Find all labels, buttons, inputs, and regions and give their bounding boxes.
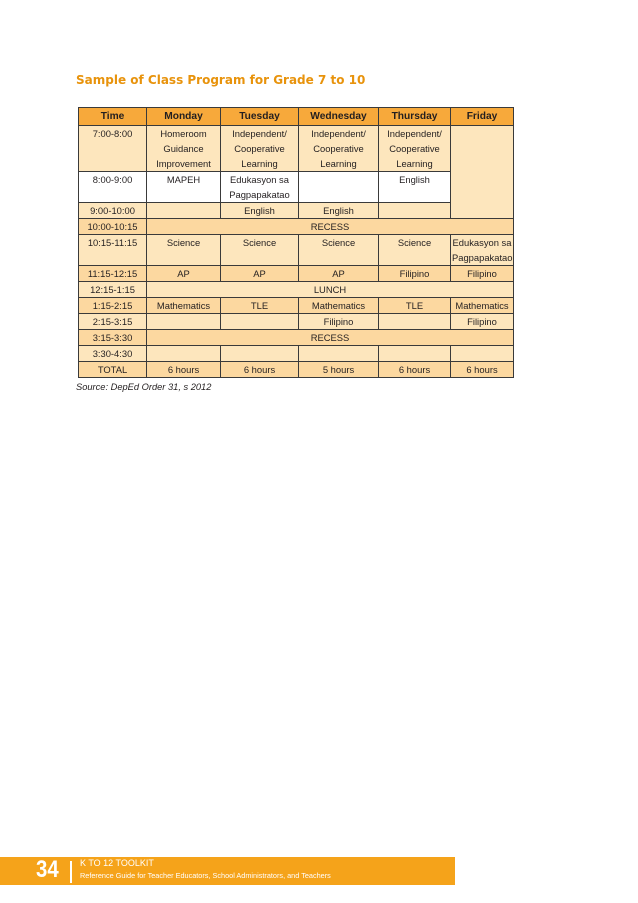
wednesday-cell bbox=[299, 172, 379, 203]
wednesday-cell: Science bbox=[299, 235, 379, 266]
tuesday-cell: AP bbox=[221, 266, 299, 282]
page-title: Sample of Class Program for Grade 7 to 10 bbox=[76, 73, 366, 87]
monday-cell: Science bbox=[147, 235, 221, 266]
table-row bbox=[79, 235, 514, 266]
thursday-cell: Filipino bbox=[379, 266, 451, 282]
monday-cell: Mathematics bbox=[147, 298, 221, 314]
time-cell: 8:00-9:00 bbox=[79, 172, 147, 203]
monday-cell bbox=[147, 203, 221, 219]
wednesday-cell: AP bbox=[299, 266, 379, 282]
time-cell: 12:15-1:15 bbox=[79, 282, 147, 298]
table-total-row bbox=[79, 362, 514, 378]
monday-cell: MAPEH bbox=[147, 172, 221, 203]
table-row bbox=[79, 298, 514, 314]
tuesday-cell: English bbox=[221, 203, 299, 219]
monday-cell bbox=[147, 346, 221, 362]
friday-cell: Filipino bbox=[451, 266, 514, 282]
monday-cell bbox=[147, 314, 221, 330]
friday-cell bbox=[451, 346, 514, 362]
source-note: Source: DepEd Order 31, s 2012 bbox=[76, 382, 212, 392]
thursday-cell: TLE bbox=[379, 298, 451, 314]
class-program-table bbox=[78, 107, 514, 378]
tuesday-total: 6 hours bbox=[221, 362, 299, 378]
table-row bbox=[79, 314, 514, 330]
wednesday-cell: Mathematics bbox=[299, 298, 379, 314]
table-row bbox=[79, 219, 514, 235]
thursday-cell: Science bbox=[379, 235, 451, 266]
table-row bbox=[79, 282, 514, 298]
monday-total: 6 hours bbox=[147, 362, 221, 378]
time-cell: 3:15-3:30 bbox=[79, 330, 147, 346]
wednesday-cell: English bbox=[299, 203, 379, 219]
thursday-cell bbox=[379, 203, 451, 219]
tuesday-cell bbox=[221, 314, 299, 330]
header-time: Time bbox=[79, 108, 147, 126]
page-number: 34 bbox=[36, 856, 59, 883]
time-cell: 10:00-10:15 bbox=[79, 219, 147, 235]
time-cell: 3:30-4:30 bbox=[79, 346, 147, 362]
header-tuesday: Tuesday bbox=[221, 108, 299, 126]
footer-divider bbox=[70, 861, 72, 883]
thursday-cell: English bbox=[379, 172, 451, 203]
table-row bbox=[79, 126, 514, 172]
friday-total: 6 hours bbox=[451, 362, 514, 378]
lunch-cell: LUNCH bbox=[147, 282, 514, 298]
friday-cell: Edukasyon sa Pagpapakatao bbox=[451, 235, 514, 266]
tuesday-cell: Science bbox=[221, 235, 299, 266]
wednesday-cell: Filipino bbox=[299, 314, 379, 330]
wednesday-total: 5 hours bbox=[299, 362, 379, 378]
thursday-cell bbox=[379, 314, 451, 330]
friday-cell bbox=[451, 126, 514, 219]
time-cell: 11:15-12:15 bbox=[79, 266, 147, 282]
wednesday-cell: Independent/ Cooperative Learning bbox=[299, 126, 379, 172]
tuesday-cell: Independent/ Cooperative Learning bbox=[221, 126, 299, 172]
table-row bbox=[79, 266, 514, 282]
header-thursday: Thursday bbox=[379, 108, 451, 126]
time-cell: 10:15-11:15 bbox=[79, 235, 147, 266]
time-cell: 2:15-3:15 bbox=[79, 314, 147, 330]
friday-cell: Mathematics bbox=[451, 298, 514, 314]
header-wednesday: Wednesday bbox=[299, 108, 379, 126]
tuesday-cell: Edukasyon sa Pagpapakatao bbox=[221, 172, 299, 203]
monday-cell: Homeroom Guidance Improvement bbox=[147, 126, 221, 172]
recess-cell: RECESS bbox=[147, 219, 514, 235]
time-cell: 7:00-8:00 bbox=[79, 126, 147, 172]
tuesday-cell: TLE bbox=[221, 298, 299, 314]
time-cell: 9:00-10:00 bbox=[79, 203, 147, 219]
table-header-row bbox=[79, 108, 514, 126]
tuesday-cell bbox=[221, 346, 299, 362]
footer-subtitle: Reference Guide for Teacher Educators, School Administrators, and Teachers bbox=[80, 871, 331, 880]
thursday-total: 6 hours bbox=[379, 362, 451, 378]
footer-toolkit-title: K TO 12 TOOLKIT bbox=[80, 858, 154, 868]
wednesday-cell bbox=[299, 346, 379, 362]
monday-cell: AP bbox=[147, 266, 221, 282]
time-cell: 1:15-2:15 bbox=[79, 298, 147, 314]
table-row bbox=[79, 346, 514, 362]
friday-cell: Filipino bbox=[451, 314, 514, 330]
thursday-cell bbox=[379, 346, 451, 362]
table-row bbox=[79, 172, 514, 203]
thursday-cell: Independent/ Cooperative Learning bbox=[379, 126, 451, 172]
recess-cell: RECESS bbox=[147, 330, 514, 346]
header-friday: Friday bbox=[451, 108, 514, 126]
total-label: TOTAL bbox=[79, 362, 147, 378]
table-row bbox=[79, 330, 514, 346]
header-monday: Monday bbox=[147, 108, 221, 126]
table-row bbox=[79, 203, 514, 219]
